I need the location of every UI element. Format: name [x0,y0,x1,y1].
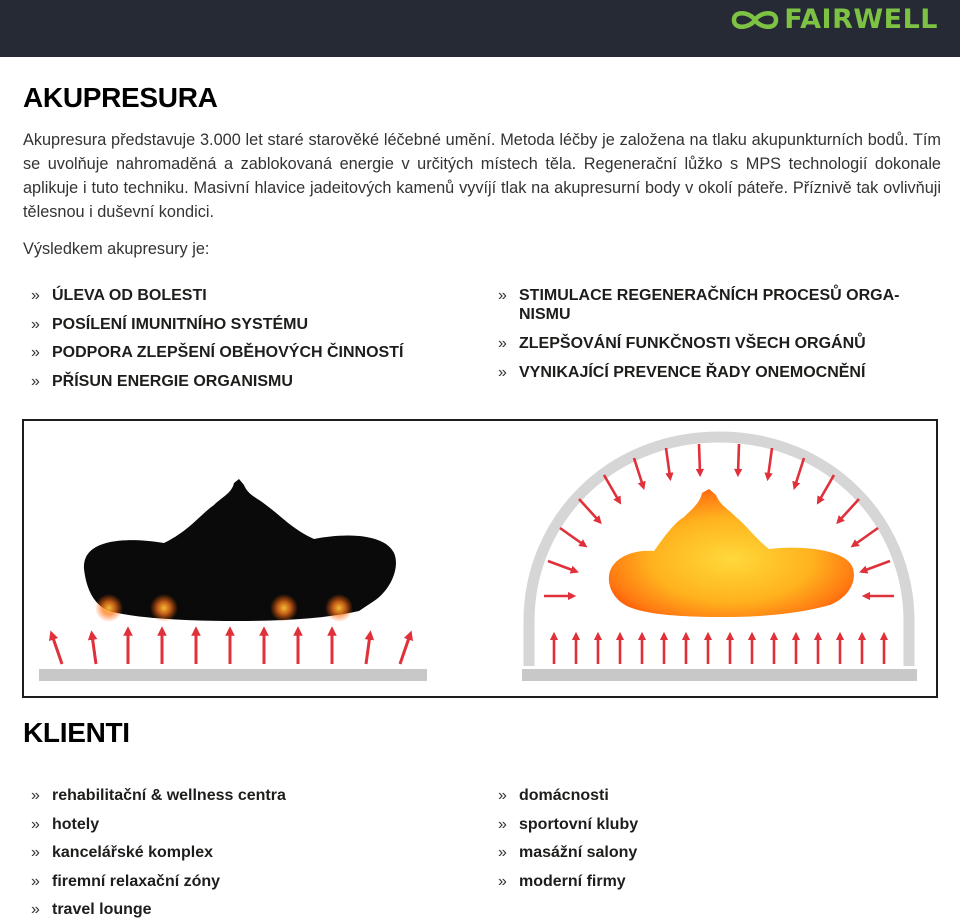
client-item: » travel lounge [31,901,152,918]
bullet-icon: » [498,335,507,352]
bullet-icon: » [31,372,40,390]
bullet-icon: » [498,364,507,381]
floor-right [522,669,917,681]
illustration-svg [24,421,936,696]
client-item: » firemní relaxační zóny [31,872,221,890]
client-item: » rehabilitační & wellness centra [31,787,286,804]
bullet-icon: » [31,901,40,918]
benefit-item: » VYNIKAJÍCÍ PREVENCE ŘADY ONEMOCNĚNÍ [498,364,866,381]
client-item: » sportovní kluby [498,815,639,833]
bullet-icon: » [498,287,507,304]
clients-list-left [24,786,464,920]
acupressure-illustration [22,419,938,698]
benefit-item: » PODPORA ZLEPŠENÍ OBĚHOVÝCH ČINNOSTÍ [31,344,404,361]
brand-name: FAIRWELL [784,4,938,35]
floor-left [39,669,427,681]
arrows-left [52,631,410,664]
bullet-icon: » [498,787,507,804]
section-title-klienti: KLIENTI [23,717,130,748]
bullet-icon: » [31,315,40,333]
benefit-item: » ÚLEVA OD BOLESTI [31,287,207,304]
cold-body-panel [39,479,427,681]
result-label: Výsledkem akupresury je: [23,240,210,258]
bullet-icon: » [498,872,507,890]
section-title-akupresura: AKUPRESURA [23,82,218,113]
bullet-icon: » [31,344,40,361]
client-item: » masážní salony [498,844,638,861]
benefit-item: » STIMULACE REGENERAČNÍCH PROCESŮ ORGA-NISMU [498,287,900,323]
clients-list-right [491,786,931,900]
benefits-list-right [491,286,931,392]
benefits-list-left [24,286,464,400]
warm-body-panel [522,437,917,681]
client-item: » hotely [31,815,100,833]
benefit-item: » POSÍLENÍ IMUNITNÍHO SYSTÉMU [31,315,309,333]
brand-logo[interactable] [730,5,938,35]
benefit-item: » ZLEPŠOVÁNÍ FUNKČNOSTI VŠECH ORGÁNŮ [498,335,866,352]
intro-paragraph: Akupresura představuje 3.000 let staré starověké léčebné umění. Metoda léčby je založena na tlaku akupunkturních bodů. Tím se uvolňuje nahromaděná a zablokovaná energie v určitých místech těla. Regenerační lůžko s MPS technologií dokonale aplikuje i tuto techniku. Masivní hlavice jadeitových kamenů vyvíjí tlak na akupresurní body v okolí páteře. Příznivě tak ovlivňuji tělesnou i duševní kondici. [23,131,941,221]
bullet-icon: » [31,844,40,861]
client-item: » moderní firmy [498,872,626,890]
bullet-icon: » [31,815,40,833]
header-bar [0,0,960,57]
bullet-icon: » [31,787,40,804]
client-item: » kancelářské komplex [31,844,213,861]
bullet-icon: » [498,844,507,861]
bullet-icon: » [498,815,507,833]
warm-body-shape [609,489,854,617]
bullet-icon: » [31,872,40,890]
client-item: » domácnosti [498,787,609,804]
arrows-bottom [554,636,884,664]
infinity-icon [730,7,780,33]
benefit-item: » PŘÍSUN ENERGIE ORGANISMU [31,372,293,390]
bullet-icon: » [31,287,40,304]
